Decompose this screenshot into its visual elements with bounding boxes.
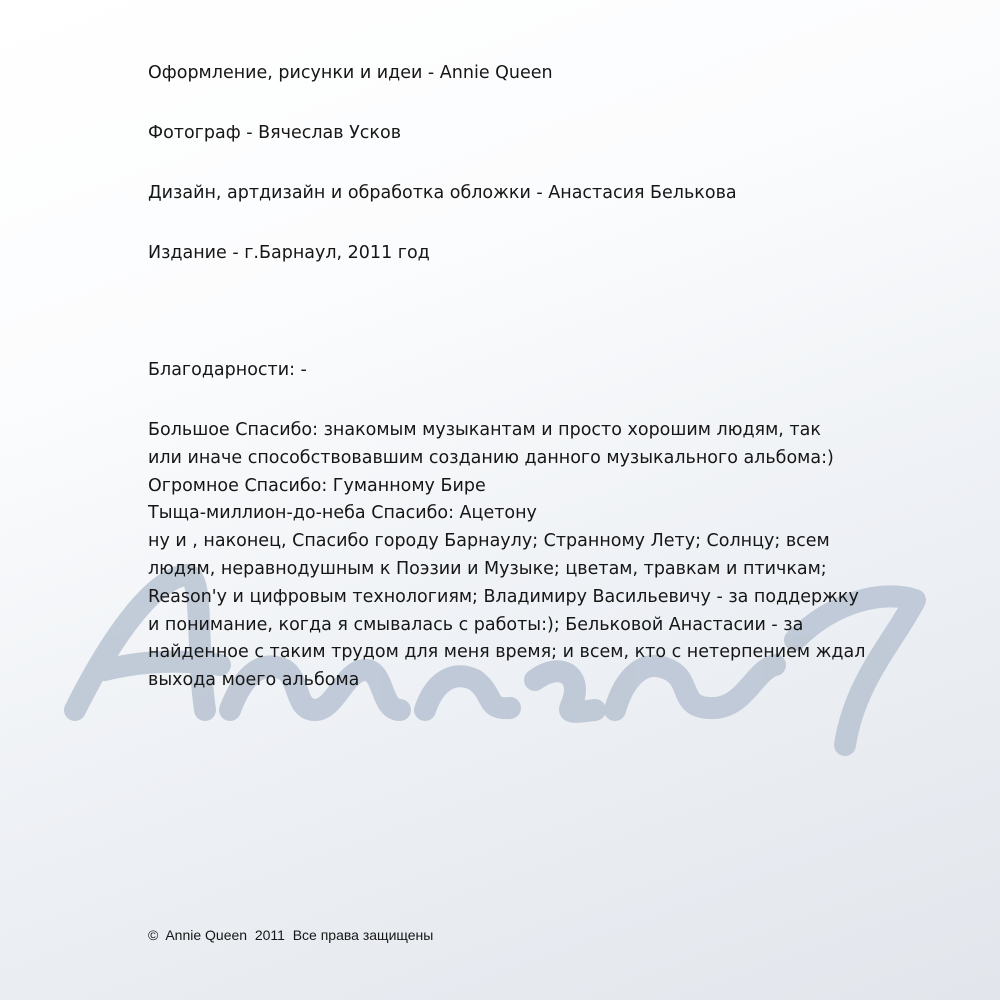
- thanks-line: выхода моего альбома: [148, 670, 360, 691]
- thanks-line: найденное с таким трудом для меня время; и всем, кто с нетерпением ждал: [148, 642, 866, 663]
- thanks-line: людям, неравнодушным к Поэзии и Музыке; цветам, травкам и птичкам;: [148, 558, 827, 579]
- thanks-line: Тыща-миллион-до-неба Спасибо: Ацетону: [148, 503, 537, 524]
- credits-list: [148, 58, 948, 298]
- credit-line-edition: Издание - г.Барнаул, 2011 год: [148, 243, 430, 263]
- thanks-text: [148, 417, 978, 695]
- credit-line-cover-design: Дизайн, артдизайн и обработка обложки - Анастасия Белькова: [148, 183, 737, 203]
- thanks-line: и понимание, когда я смывалась с работы:); Бельковой Анастасии - за: [148, 614, 804, 635]
- credit-line-design: Оформление, рисунки и идеи - Annie Queen: [148, 63, 553, 83]
- thanks-line: ну и , наконец, Спасибо городу Барнаулу; Странному Лету; Солнцу; всем: [148, 531, 830, 552]
- thanks-line: Огромное Спасибо: Гуманному Бире: [148, 475, 486, 496]
- thanks-line: Большое Спасибо: знакомым музыкантам и просто хорошим людям, так: [148, 420, 821, 440]
- thanks-line: Reason'у и цифровым технологиям; Владимиру Васильевичу - за поддержку: [148, 586, 859, 607]
- thanks-heading: Благодарности: -: [148, 360, 307, 380]
- copyright-notice: © Annie Queen 2011 Все права защищены: [148, 927, 434, 943]
- credit-line-photographer: Фотограф - Вячеслав Усков: [148, 123, 402, 143]
- thanks-line: или иначе способствовавшим созданию данного музыкального альбома:): [148, 447, 834, 468]
